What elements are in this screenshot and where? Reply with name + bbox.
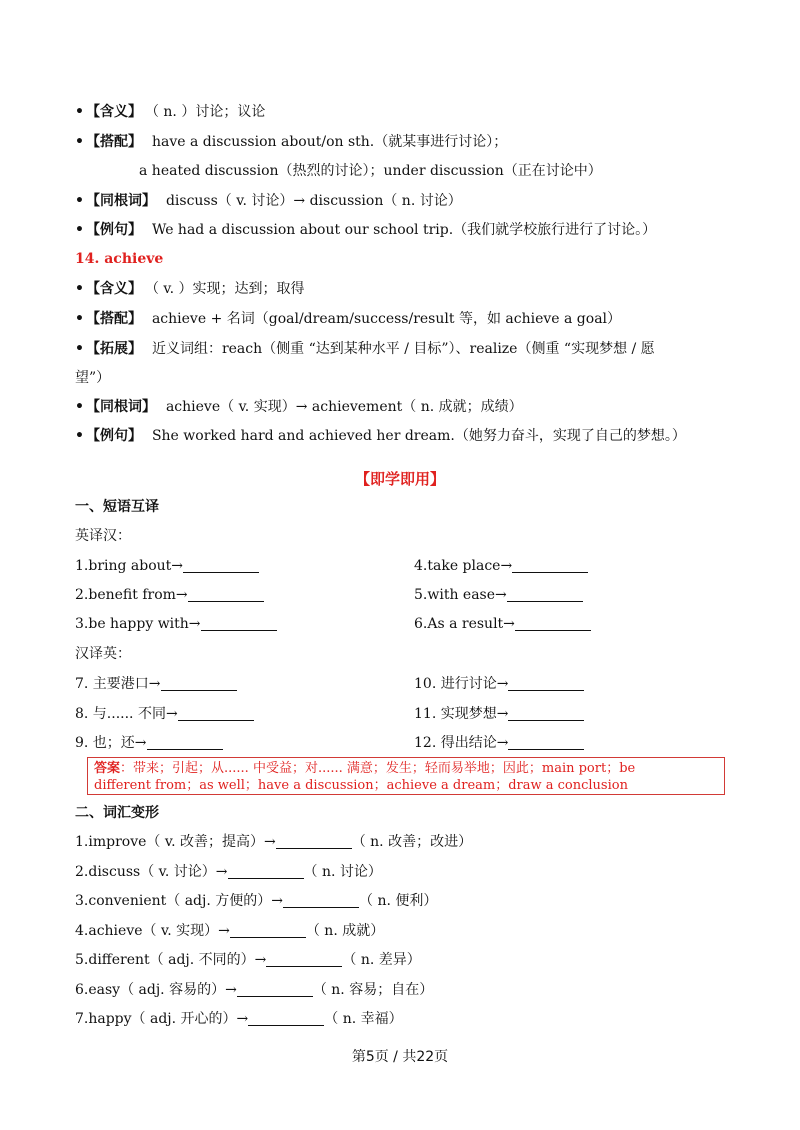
achieve-example-line: • 【例句】 She worked hard and achieved her dream.（她努力奋斗，实现了自己的梦想。）: [75, 428, 686, 444]
section1-title: 一、短语互译: [75, 499, 159, 515]
answer-blank[interactable]: [248, 1011, 324, 1026]
answer-text-1: ：带来；引起；从...... 中受益；对...... 满意；发生；轻而易举地；因此；main port；be: [120, 761, 636, 776]
exercise-item-2: [75, 585, 264, 605]
answer-blank[interactable]: [230, 923, 306, 938]
meaning-line: • 【含义】 （ n. ）讨论；议论: [75, 104, 266, 120]
exercise-item-12: [414, 733, 584, 753]
exercise-item-text: 12. 得出结论→: [414, 735, 509, 751]
exercise-item-text: 7. 主要港口→: [75, 676, 161, 692]
exercise-item-text: 3.be happy with→: [75, 616, 201, 632]
achieve-collocation-line: • 【搭配】 achieve + 名词（goal/dream/success/result 等，如 achieve a goal）: [75, 311, 622, 327]
achieve-extension-text: 近义词组：reach（侧重 “达到某种水平 / 目标”）、realize（侧重 “实现梦想 / 愿: [151, 341, 655, 357]
achieve-example-text: She worked hard and achieved her dream.（她努力奋斗，实现了自己的梦想。）: [151, 428, 686, 444]
transform-item-text: 6.easy（ adj. 容易的）→: [75, 982, 237, 998]
word-heading-achieve: 14. achieve: [75, 251, 164, 267]
transform-item-text: 7.happy（ adj. 开心的）→: [75, 1011, 249, 1027]
transform-item-text: 2.discuss（ v. 讨论）→: [75, 864, 228, 880]
answer-blank[interactable]: [508, 706, 584, 721]
exercise-item-9: [75, 733, 223, 753]
exercise-item-8: [75, 704, 254, 724]
exercise-item-5: [414, 585, 583, 605]
answer-blank[interactable]: [201, 616, 277, 631]
achieve-example-tag: 【例句】: [85, 428, 142, 444]
exercise-item-6: [414, 614, 591, 634]
answer-blank[interactable]: [508, 676, 584, 691]
collocation-tag: 【搭配】: [85, 134, 142, 150]
achieve-meaning-line: • 【含义】 （ v. ）实现；达到；取得: [75, 281, 305, 297]
answer-blank[interactable]: [266, 952, 342, 967]
transform-item-5: [75, 950, 421, 970]
achieve-meaning-text: （ v. ）实现；达到；取得: [151, 281, 305, 297]
answer-blank[interactable]: [515, 616, 591, 631]
cognate-line: • 【同根词】 discuss（ v. 讨论）→ discussion（ n. 讨论）: [75, 193, 462, 209]
achieve-collocation-tag: 【搭配】: [85, 311, 142, 327]
transform-item-6: [75, 980, 433, 1000]
achieve-cognate-tag: 【同根词】: [85, 399, 156, 415]
exercise-item-text: 10. 进行讨论→: [414, 676, 509, 692]
answer-label: 答案: [94, 761, 121, 776]
collocation-continued: a heated discussion（热烈的讨论）；under discussion（正在讨论中）: [139, 163, 602, 179]
example-tag: 【例句】: [85, 222, 142, 238]
answer-blank[interactable]: [237, 982, 313, 997]
answer-blank[interactable]: [188, 587, 264, 602]
exercise-item-text: 11. 实现梦想→: [414, 706, 509, 722]
page-footer: 第5页 / 共22页: [351, 1049, 449, 1065]
achieve-meaning-tag: 【含义】: [85, 281, 142, 297]
answer-text-2: different from；as well；have a discussion；achieve a dream；draw a conclusion: [94, 778, 628, 793]
exercise-item-text: 8. 与...... 不同→: [75, 706, 178, 722]
transform-item-text: 4.achieve（ v. 实现）→: [75, 923, 230, 939]
exercise-item-1: [75, 556, 259, 576]
answer-blank[interactable]: [161, 676, 237, 691]
exercise-item-4: [414, 556, 588, 576]
exercise-item-text: 6.As a result→: [414, 616, 515, 632]
exercise-item-text: 2.benefit from→: [75, 587, 188, 603]
cognate-text: discuss（ v. 讨论）→ discussion（ n. 讨论）: [165, 193, 462, 209]
example-text: We had a discussion about our school trip.（我们就学校旅行进行了讨论。）: [151, 222, 657, 238]
transform-item-text: 5.different（ adj. 不同的）→: [75, 952, 267, 968]
answer-box: [87, 757, 725, 795]
answer-blank[interactable]: [508, 735, 584, 750]
achieve-cognate-line: • 【同根词】 achieve（ v. 实现）→ achievement（ n. 成就；成绩）: [75, 399, 523, 415]
achieve-extension-line: • 【拓展】 近义词组：reach（侧重 “达到某种水平 / 目标”）、realize（侧重 “实现梦想 / 愿: [75, 341, 655, 357]
exercise-item-11: [414, 704, 584, 724]
achieve-collocation-text: achieve + 名词（goal/dream/success/result 等，如 achieve a goal）: [151, 311, 622, 327]
en-to-cn-label: 英译汉：: [75, 528, 131, 544]
exercise-item-text: 4.take place→: [414, 558, 513, 574]
transform-item-hint: （ n. 幸福）: [324, 1011, 403, 1027]
answer-blank[interactable]: [183, 558, 259, 573]
transform-item-text: 3.convenient（ adj. 方便的）→: [75, 893, 283, 909]
example-line: • 【例句】 We had a discussion about our school trip.（我们就学校旅行进行了讨论。）: [75, 222, 657, 238]
answer-line-1: [94, 760, 718, 777]
answer-blank[interactable]: [507, 587, 583, 602]
collocation-text: have a discussion about/on sth.（就某事进行讨论）；: [151, 134, 508, 150]
transform-item-hint: （ n. 差异）: [342, 952, 421, 968]
transform-item-hint: （ n. 讨论）: [303, 864, 382, 880]
answer-blank[interactable]: [178, 706, 254, 721]
achieve-extension-continued: 望”）: [75, 370, 111, 386]
exercise-item-text: 5.with ease→: [414, 587, 507, 603]
transform-item-hint: （ n. 容易；自在）: [312, 982, 434, 998]
transform-item-hint: （ n. 改善；改进）: [351, 834, 473, 850]
practice-title: 【即学即用】: [354, 470, 445, 488]
exercise-item-7: [75, 674, 237, 694]
answer-blank[interactable]: [147, 735, 223, 750]
transform-item-hint: （ n. 成就）: [305, 923, 385, 939]
cn-to-en-label: 汉译英：: [75, 646, 131, 662]
transform-item-text: 1.improve（ v. 改善；提高）→: [75, 834, 276, 850]
answer-blank[interactable]: [228, 864, 304, 879]
exercise-item-text: 1.bring about→: [75, 558, 184, 574]
meaning-text: （ n. ）讨论；议论: [151, 104, 266, 120]
exercise-item-text: 9. 也；还→: [75, 735, 147, 751]
exercise-item-3: [75, 614, 277, 634]
transform-item-1: [75, 832, 472, 852]
collocation-line: • 【搭配】 have a discussion about/on sth.（就某事进行讨论）；: [75, 134, 508, 150]
answer-blank[interactable]: [283, 893, 359, 908]
exercise-item-10: [414, 674, 584, 694]
transform-item-hint: （ n. 便利）: [359, 893, 438, 909]
achieve-extension-tag: 【拓展】: [85, 341, 142, 357]
section2-title: 二、词汇变形: [75, 805, 159, 821]
transform-item-7: [75, 1009, 403, 1029]
transform-item-3: [75, 891, 437, 911]
cognate-tag: 【同根词】: [85, 193, 156, 209]
transform-item-2: [75, 862, 382, 882]
achieve-cognate-text: achieve（ v. 实现）→ achievement（ n. 成就；成绩）: [165, 399, 523, 415]
answer-blank[interactable]: [276, 834, 352, 849]
transform-item-4: [75, 921, 384, 941]
answer-blank[interactable]: [512, 558, 588, 573]
meaning-tag: 【含义】: [85, 104, 142, 120]
